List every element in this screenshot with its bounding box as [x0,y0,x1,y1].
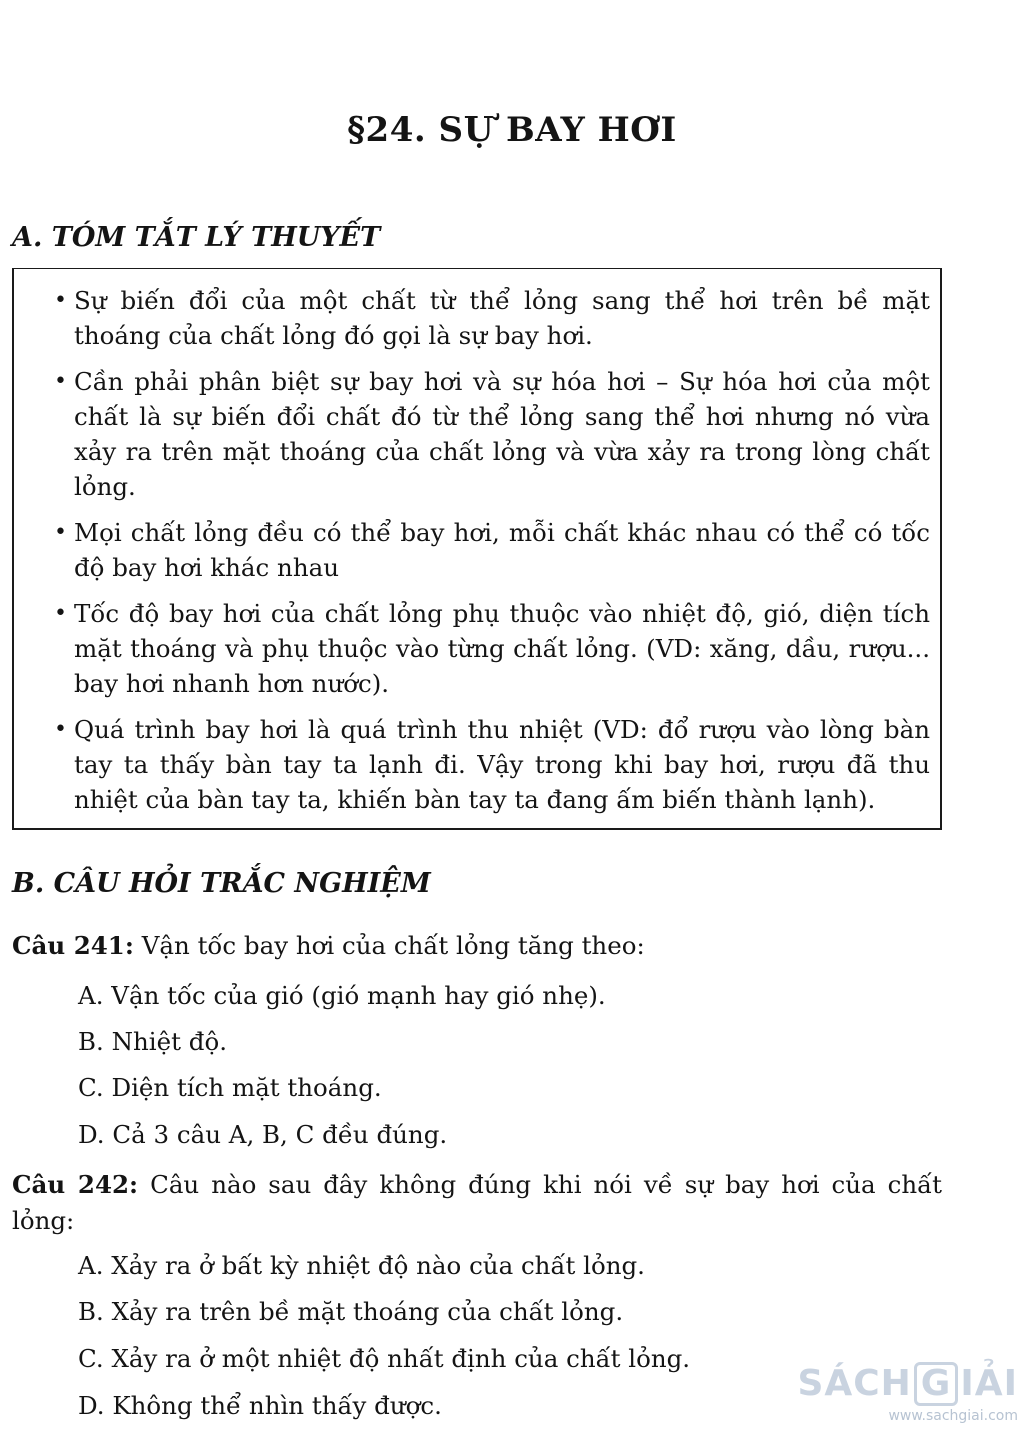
watermark-logo [797,1362,1018,1424]
theory-item-text: Cần phải phân biệt sự bay hơi và sự hóa hơi – Sự hóa hơi của một chất là sự biến đổi chất đó từ thể lỏng sang thể hơi nhưng nó vừa xảy ra trên mặt thoáng của chất lỏng và vừa xảy ra trong lòng chất lỏng. [74,367,930,501]
theory-item-text: Mọi chất lỏng đều có thể bay hơi, mỗi chất khác nhau có thể có tốc độ bay hơi khác nhau [74,518,930,582]
theory-summary-box [12,268,942,830]
section-b-heading: B. CÂU HỎI TRẮC NGHIỆM [12,868,431,899]
answer-option: C. Xảy ra ở một nhiệt độ nhất định của chất lỏng. [78,1344,691,1373]
answer-option: A. Vận tốc của gió (gió mạnh hay gió nhẹ). [78,981,606,1010]
bullet-icon: • [54,717,67,742]
watermark-text-right: IẢI [960,1363,1018,1404]
answer-option: B. Xảy ra trên bề mặt thoáng của chất lỏng. [78,1297,624,1326]
answer-option: A. Xảy ra ở bất kỳ nhiệt độ nào của chất lỏng. [78,1251,645,1280]
theory-item-text: Sự biến đổi của một chất từ thể lỏng sang thể hơi trên bề mặt thoáng của chất lỏng đó gọi là sự bay hơi. [74,286,930,350]
watermark-url: www.sachgiai.com [888,1408,1018,1424]
answer-option: D. Không thể nhìn thấy được. [78,1391,442,1420]
question-text: Vận tốc bay hơi của chất lỏng tăng theo: [141,931,645,960]
bullet-icon: • [54,369,67,394]
answer-option: B. Nhiệt độ. [78,1027,227,1056]
theory-item [54,364,934,504]
bullet-icon: • [54,520,67,545]
watermark-text-left: SÁCH [797,1363,912,1404]
question-label: Câu 241: [12,931,134,960]
theory-item [54,283,934,353]
theory-item-text: Tốc độ bay hơi của chất lỏng phụ thuộc vào nhiệt độ, gió, diện tích mặt thoáng và phụ thuộc vào từng chất lỏng. (VD: xăng, dầu, rượu... bay hơi nhanh hơn nước). [74,599,930,698]
question-label: Câu 242: [12,1170,139,1199]
theory-item [54,596,934,701]
theory-item [54,515,934,585]
answer-option: D. Cả 3 câu A, B, C đều đúng. [78,1120,448,1149]
watermark-boxed-letter: G [914,1362,959,1406]
theory-list [14,269,940,817]
theory-item [54,712,934,817]
theory-item-text: Quá trình bay hơi là quá trình thu nhiệt (VD: đổ rượu vào lòng bàn tay ta thấy bàn tay ta lạnh đi. Vậy trong khi bay hơi, rượu đã thu nhiệt của bàn tay ta, khiến bàn tay ta đang ấm biến thành lạnh). [74,715,930,814]
question-241 [12,928,944,964]
section-a-heading: A. TÓM TẮT LÝ THUYẾT [12,222,381,253]
question-text: Câu nào sau đây không đúng khi nói về sự bay hơi của chất lỏng: [12,1170,942,1235]
bullet-icon: • [54,601,67,626]
page-title: §24. SỰ BAY HƠI [347,110,677,150]
question-242 [12,1167,942,1239]
watermark-brand [797,1362,1018,1406]
answer-option: C. Diện tích mặt thoáng. [78,1073,382,1102]
bullet-icon: • [54,288,67,313]
